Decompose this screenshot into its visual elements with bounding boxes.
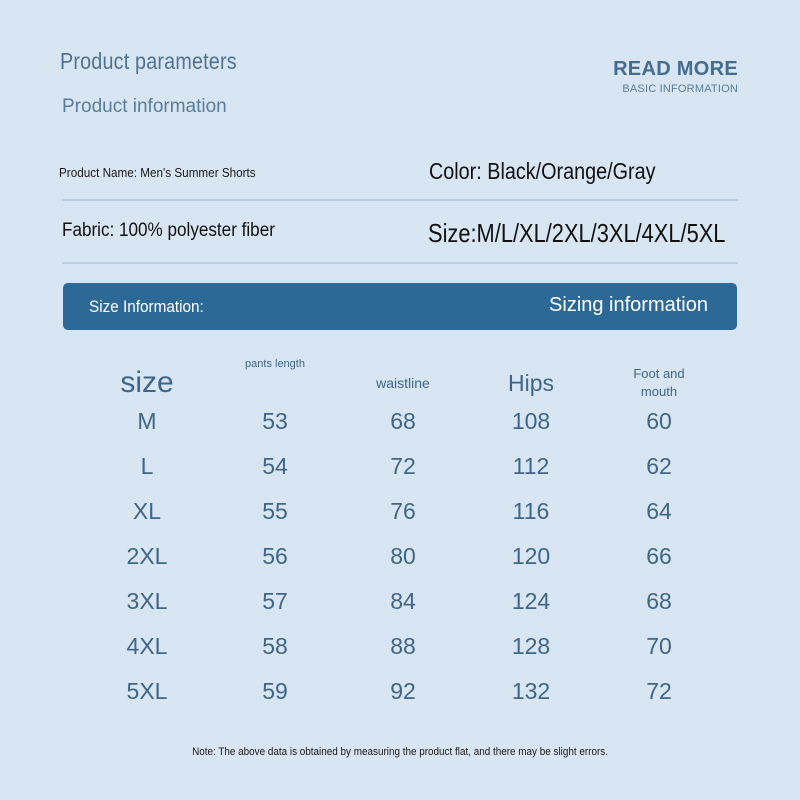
product-info-row-1 — [58, 156, 738, 198]
cell-hips: 124 — [511, 588, 551, 614]
table-row — [83, 453, 723, 498]
page-subtitle: Product information — [62, 96, 227, 117]
cell-pants-length: 56 — [262, 543, 288, 569]
cell-pants-length: 53 — [262, 408, 288, 434]
cell-foot-mouth: 68 — [646, 588, 672, 614]
cell-size: L — [140, 453, 154, 479]
read-more-block — [613, 58, 738, 95]
product-name: Product Name: Men's Summer Shorts — [59, 165, 256, 180]
table-row — [83, 633, 723, 678]
header-foot-line1: Foot and — [633, 366, 685, 381]
table-body — [83, 408, 723, 723]
banner-left-label: Size Information: — [89, 297, 204, 316]
read-more-sublabel: BASIC INFORMATION — [622, 83, 738, 95]
cell-pants-length: 58 — [262, 633, 288, 659]
product-color: Color: Black/Orange/Gray — [429, 158, 656, 184]
header-waistline: waistline — [376, 375, 430, 391]
cell-size: 2XL — [126, 543, 168, 569]
header-hips: Hips — [507, 369, 554, 396]
divider — [62, 262, 738, 264]
measurement-note — [0, 746, 800, 758]
cell-foot-mouth: 66 — [646, 543, 672, 569]
product-fabric: Fabric: 100% polyester fiber — [62, 220, 275, 241]
table-row — [83, 678, 723, 723]
page-title: Product parameters — [60, 48, 237, 74]
size-info-banner — [63, 283, 737, 330]
product-sizes: Size:M/L/XL/2XL/3XL/4XL/5XL — [428, 218, 726, 248]
cell-waistline: 84 — [390, 588, 416, 614]
header-pants-length-label: pants length — [245, 358, 305, 370]
cell-hips: 112 — [512, 453, 550, 479]
cell-foot-mouth: 72 — [646, 678, 672, 704]
cell-waistline: 88 — [390, 633, 416, 659]
cell-pants-length: 55 — [262, 498, 288, 524]
cell-pants-length: 57 — [262, 588, 288, 614]
header-pants-length — [211, 358, 339, 408]
product-info-row-2 — [58, 216, 738, 260]
banner-right-label: Sizing information — [549, 294, 708, 316]
cell-waistline: 76 — [390, 498, 416, 524]
table-row — [83, 543, 723, 588]
cell-foot-mouth: 64 — [646, 498, 672, 524]
table-header-row — [83, 358, 723, 408]
cell-size: 3XL — [126, 588, 168, 614]
cell-pants-length: 59 — [262, 678, 288, 704]
cell-size: XL — [132, 498, 162, 524]
header-foot-mouth — [595, 358, 723, 408]
table-row — [83, 498, 723, 543]
cell-pants-length: 54 — [262, 453, 288, 479]
table-row — [83, 588, 723, 633]
cell-hips: 132 — [511, 678, 551, 704]
cell-foot-mouth: 62 — [646, 453, 672, 479]
table-row — [83, 408, 723, 453]
cell-hips: 128 — [511, 633, 551, 659]
cell-waistline: 72 — [390, 453, 416, 479]
size-table — [83, 358, 723, 723]
cell-size: 4XL — [126, 633, 168, 659]
divider — [62, 199, 738, 201]
cell-waistline: 92 — [390, 678, 416, 704]
cell-size: M — [137, 408, 157, 434]
read-more-label: READ MORE — [613, 58, 738, 80]
cell-size: 5XL — [126, 678, 168, 704]
cell-waistline: 68 — [390, 408, 416, 434]
header-size: size — [120, 366, 174, 399]
cell-hips: 116 — [512, 498, 550, 524]
cell-waistline: 80 — [390, 543, 416, 569]
note-text: Note: The above data is obtained by measuring the product flat, and there may be slight errors. — [192, 746, 608, 758]
cell-foot-mouth: 70 — [646, 633, 672, 659]
header-foot-line2: mouth — [640, 384, 678, 399]
cell-foot-mouth: 60 — [646, 408, 672, 434]
cell-hips: 108 — [511, 408, 551, 434]
cell-hips: 120 — [511, 543, 551, 569]
